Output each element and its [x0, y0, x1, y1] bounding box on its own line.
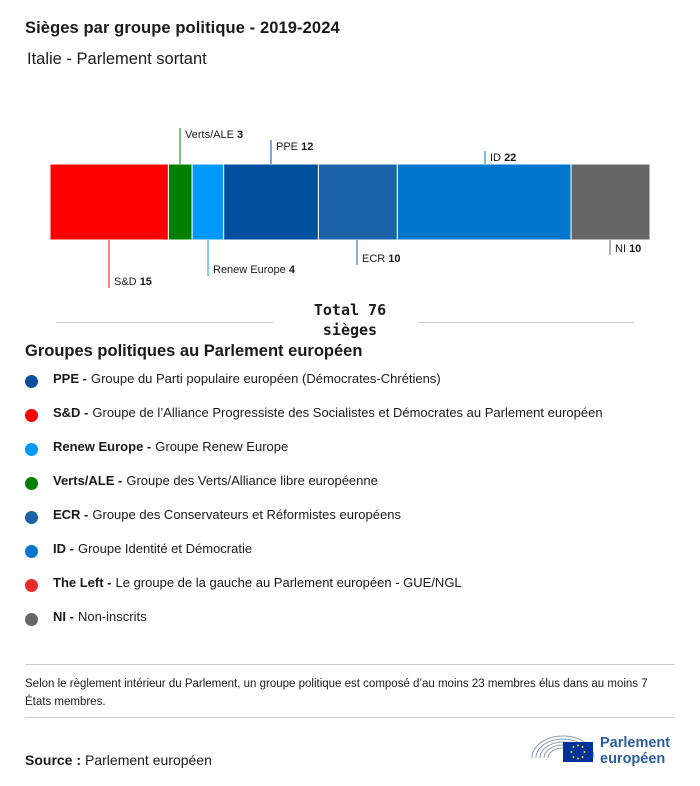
- legend-text: [53, 371, 441, 386]
- legend-dot-icon: [25, 443, 38, 456]
- data-label-id: ID 22: [490, 152, 517, 164]
- legend-text: [53, 473, 378, 488]
- legend-description: Groupe Identité et Démocratie: [77, 541, 253, 556]
- legend-dot-icon: [25, 477, 38, 490]
- legend-description: Non-inscrits: [77, 609, 147, 624]
- legend-dot-icon: [25, 579, 38, 592]
- legend-text: [53, 439, 288, 454]
- bar-segment-renew-europe: [192, 164, 224, 240]
- bar-segment-ni: [571, 164, 650, 240]
- legend-text: [53, 405, 603, 420]
- logo-line-2: européen: [600, 751, 666, 767]
- legend-dot-icon: [25, 375, 38, 388]
- legend-dot-icon: [25, 511, 38, 524]
- legend-item: [25, 371, 603, 405]
- legend-text: [53, 609, 147, 624]
- legend-description: Groupe des Conservateurs et Réformistes européens: [92, 507, 401, 522]
- data-label-s-d: S&D 15: [114, 276, 152, 288]
- chart-subtitle: Italie - Parlement sortant: [27, 50, 207, 68]
- legend-abbr: ECR -: [53, 507, 89, 522]
- legend-dot-icon: [25, 613, 38, 626]
- note-rule-bottom: [25, 717, 675, 718]
- logo-text: [600, 735, 670, 767]
- footnote: Selon le règlement intérieur du Parlement, un groupe politique est composé d’au moins 23 membres élus dans au moins 7 États membres.: [25, 678, 648, 708]
- bar-segment-verts-ale: [168, 164, 192, 240]
- legend-abbr: Renew Europe -: [53, 439, 152, 454]
- data-label-ni: NI 10: [615, 243, 642, 255]
- seat-bar-chart: [0, 0, 700, 300]
- source-value: Parlement européen: [85, 752, 212, 768]
- legend-description: Groupe Renew Europe: [155, 439, 289, 454]
- data-label-ecr: ECR 10: [362, 253, 401, 265]
- legend-abbr: NI -: [53, 609, 74, 624]
- bar-segment-id: [397, 164, 571, 240]
- legend-description: Groupe des Verts/Alliance libre européenne: [126, 473, 378, 488]
- legend-dot-icon: [25, 409, 38, 422]
- legend-item: [25, 507, 603, 541]
- legend-description: Groupe de l’Alliance Progressiste des Socialistes et Démocrates au Parlement européen: [92, 405, 603, 420]
- data-label-verts-ale: Verts/ALE 3: [185, 129, 244, 141]
- legend-dot-icon: [25, 545, 38, 558]
- source-line: [25, 752, 212, 768]
- total-unit: sièges: [322, 321, 378, 339]
- legend-text: [53, 575, 462, 590]
- bar-segment-s-d: [50, 164, 168, 240]
- legend-list: [25, 371, 603, 643]
- legend-abbr: ID -: [53, 541, 74, 556]
- legend-abbr: The Left -: [53, 575, 112, 590]
- bar-segment-ecr: [318, 164, 397, 240]
- source-label: Source :: [25, 752, 82, 768]
- data-label-ppe: PPE 12: [276, 141, 314, 153]
- legend-item: [25, 405, 603, 439]
- legend-abbr: S&D -: [53, 405, 89, 420]
- legend-text: [53, 541, 252, 556]
- legend-item: [25, 575, 603, 609]
- legend-text: [53, 507, 401, 522]
- chart-title: Sièges par groupe politique - 2019-2024: [25, 19, 340, 37]
- parliament-logo: [528, 728, 678, 768]
- total-label: Total 76: [313, 301, 387, 319]
- legend-item: [25, 609, 603, 643]
- hemicycle-icon: [528, 728, 598, 768]
- legend-description: Groupe du Parti populaire européen (Démocrates-Chrétiens): [90, 371, 441, 386]
- legend-item: [25, 473, 603, 507]
- legend-description: Le groupe de la gauche au Parlement européen - GUE/NGL: [115, 575, 462, 590]
- legend-item: [25, 439, 603, 473]
- legend-title: Groupes politiques au Parlement européen: [25, 342, 363, 360]
- logo-line-1: Parlement: [600, 735, 671, 751]
- note-rule-top: [25, 664, 675, 665]
- legend-abbr: Verts/ALE -: [53, 473, 123, 488]
- data-label-renew-europe: Renew Europe 4: [213, 264, 295, 276]
- total-seats: [0, 300, 700, 340]
- bar-segment-ppe: [224, 164, 319, 240]
- legend-abbr: PPE -: [53, 371, 87, 386]
- legend-item: [25, 541, 603, 575]
